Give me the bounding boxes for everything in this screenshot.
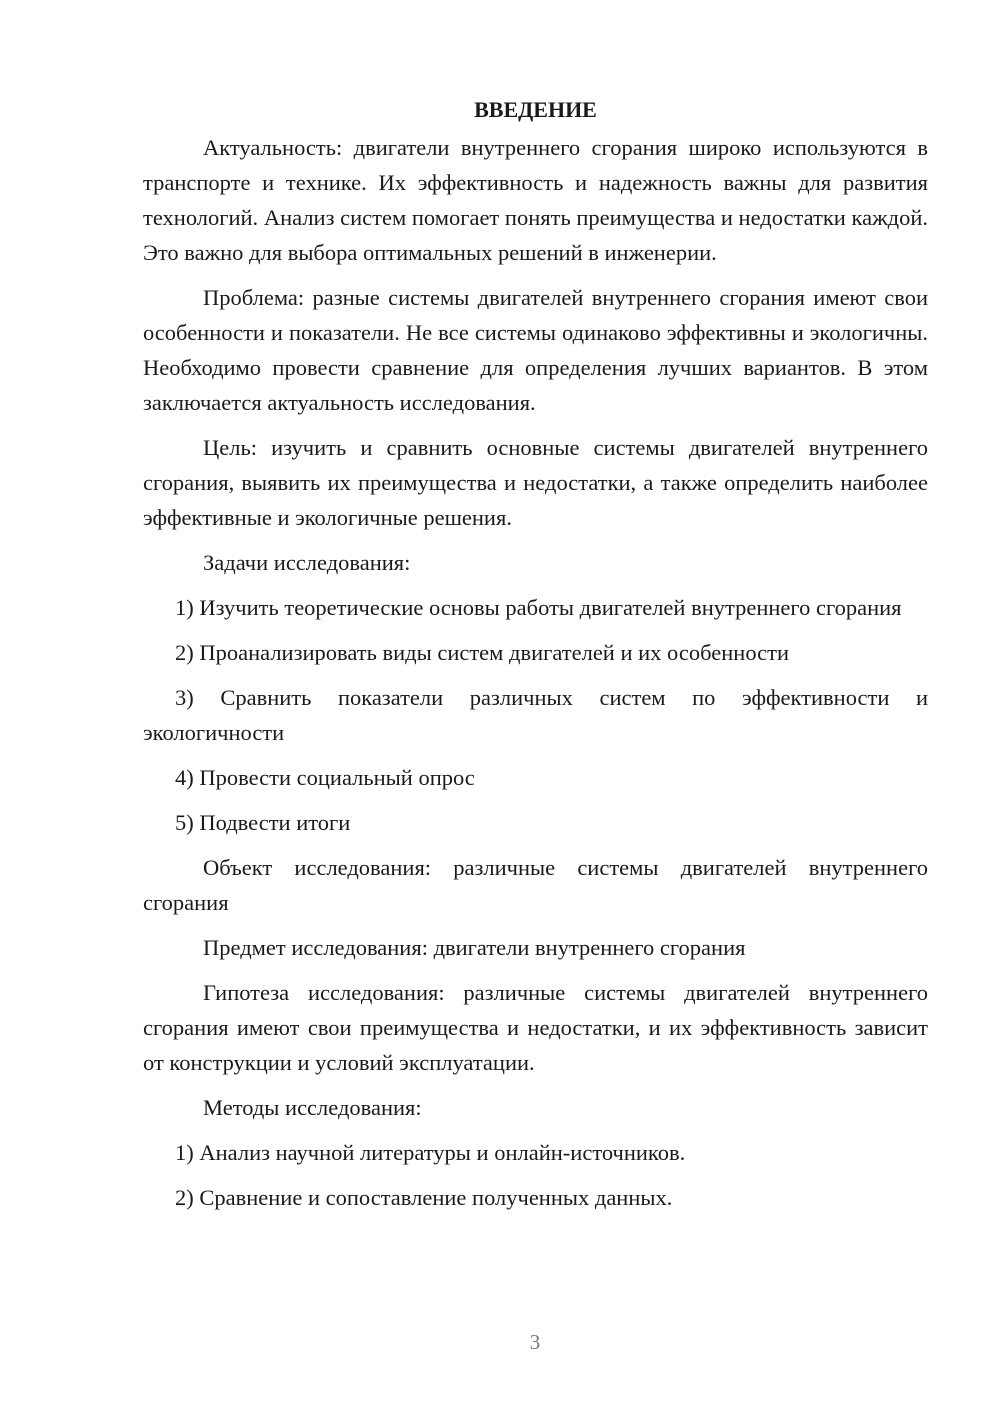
task-item: 5) Подвести итоги: [175, 810, 351, 835]
task-item: 3) Сравнить показатели различных систем по эффективности и экологичности: [143, 685, 928, 745]
object-paragraph: Объект исследования: различные системы двигателей внутреннего сгорания: [143, 855, 928, 915]
hypothesis-paragraph: Гипотеза исследования: различные системы двигателей внутреннего сгорания имеют свои преимущества и недостатки, и их эффективность зависит от конструкции и условий эксплуатации.: [143, 980, 928, 1075]
section-title: ВВЕДЕНИЕ: [474, 97, 597, 122]
task-item: 1) Изучить теоретические основы работы двигателей внутреннего сгорания: [175, 595, 902, 620]
methods-heading: Методы исследования:: [203, 1095, 422, 1120]
document-page: [143, 92, 928, 1225]
page-number: 3: [529, 1330, 541, 1354]
tasks-heading: Задачи исследования:: [203, 550, 411, 575]
subject-paragraph: Предмет исследования: двигатели внутреннего сгорания: [203, 935, 746, 960]
task-item: 4) Провести социальный опрос: [175, 765, 475, 790]
method-item: 2) Сравнение и сопоставление полученных данных.: [175, 1185, 673, 1210]
task-item: 2) Проанализировать виды систем двигателей и их особенности: [175, 640, 789, 665]
method-item: 1) Анализ научной литературы и онлайн-источников.: [175, 1140, 686, 1165]
goal-paragraph: Цель: изучить и сравнить основные системы двигателей внутреннего сгорания, выявить их преимущества и недостатки, а также определить наиболее эффективные и экологичные решения.: [143, 435, 928, 530]
relevance-paragraph: Актуальность: двигатели внутреннего сгорания широко используются в транспорте и технике. Их эффективность и надежность важны для развития технологий. Анализ систем помогает понять преимущества и недостатки каждой. Это важно для выбора оптимальных решений в инженерии.: [143, 135, 928, 265]
problem-paragraph: Проблема: разные системы двигателей внутреннего сгорания имеют свои особенности и показатели. Не все системы одинаково эффективны и экологичны. Необходимо провести сравнение для определения лучших вариантов. В этом заключается актуальность исследования.: [143, 285, 928, 415]
